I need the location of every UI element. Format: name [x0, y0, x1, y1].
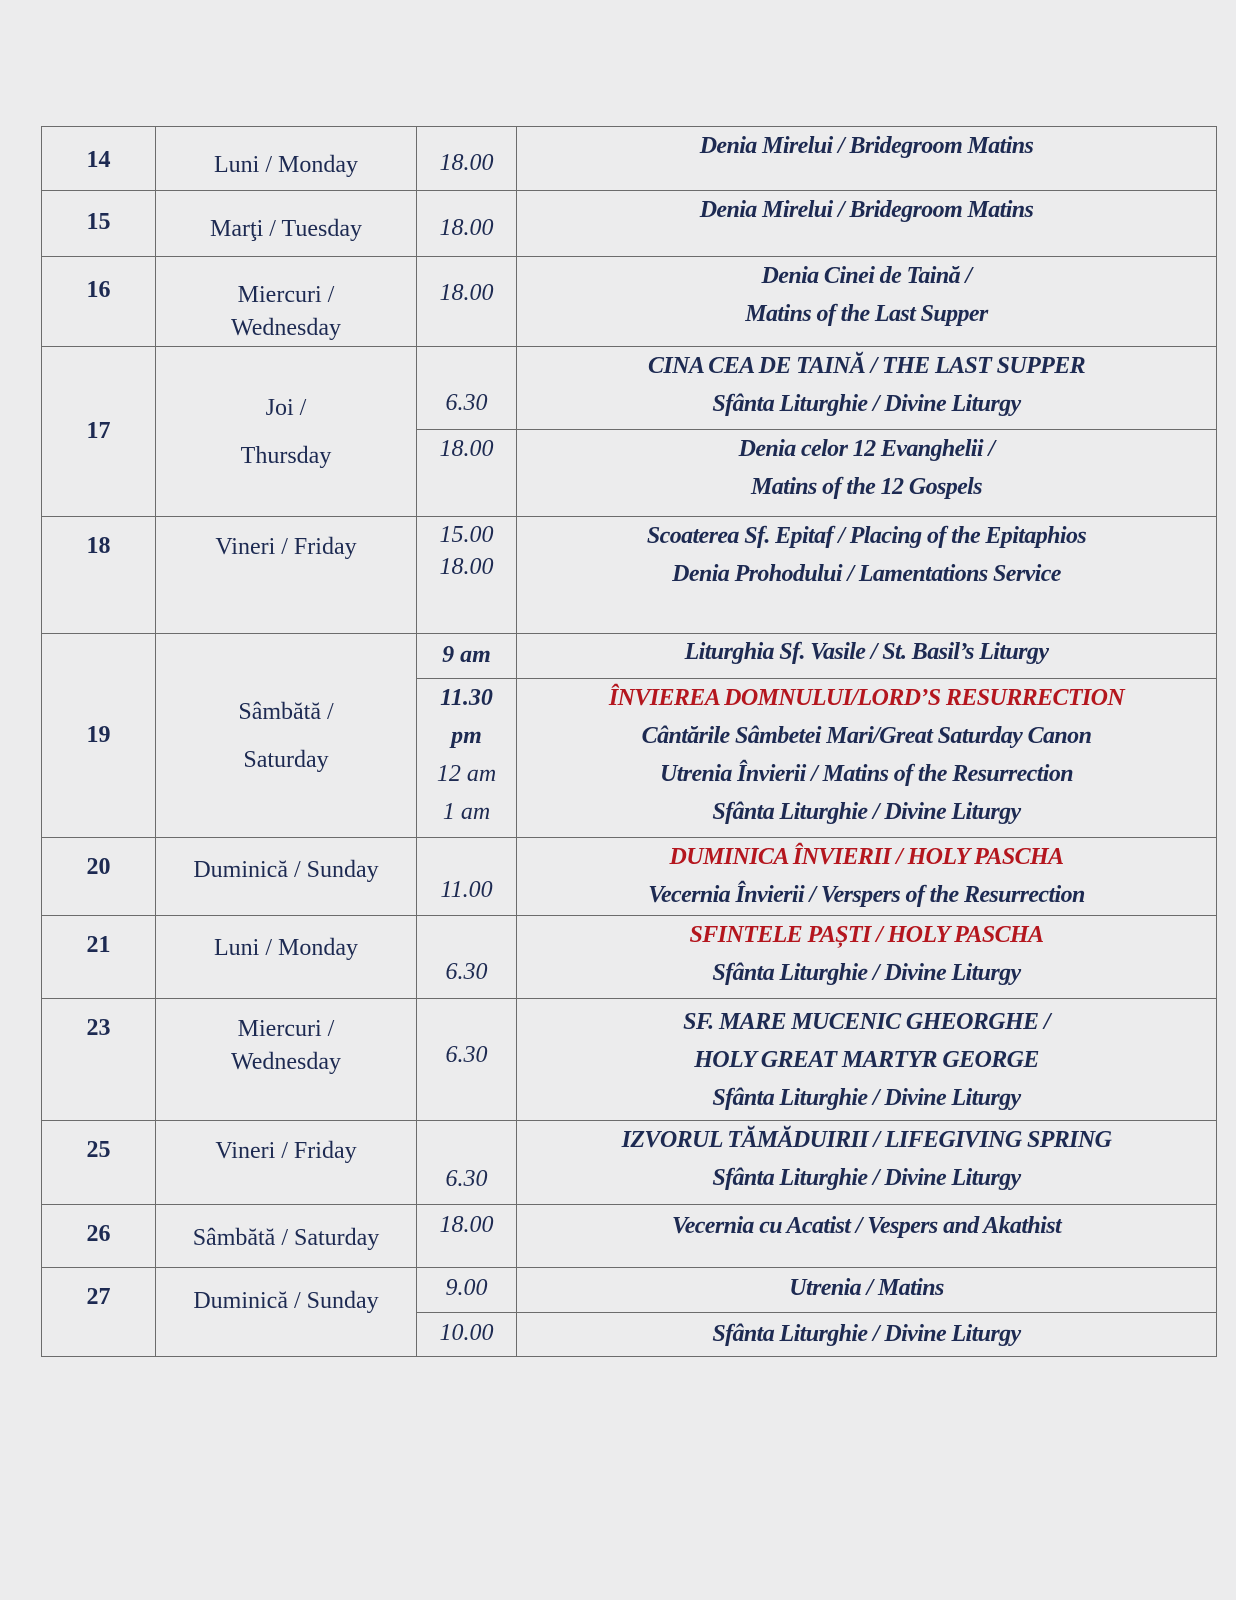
day-number	[42, 916, 156, 999]
service-events	[517, 679, 1217, 838]
weekday-text: Saturday	[243, 746, 329, 773]
service-time	[417, 517, 517, 634]
time-text: 18.00	[439, 436, 494, 462]
day-text: 23	[86, 1015, 111, 1041]
weekday-text: Vineri / Friday	[215, 1138, 357, 1164]
event-line: Sfânta Liturghie / Divine Liturgy	[712, 391, 1021, 417]
time-text: 10.00	[439, 1320, 494, 1346]
event-line: DUMINICA ÎNVIERII / HOLY PASCHA	[669, 844, 1064, 870]
event-line: Sfânta Liturghie / Divine Liturgy	[712, 1321, 1021, 1347]
service-time	[417, 1121, 517, 1205]
weekday	[156, 634, 417, 838]
time-text: pm	[451, 723, 482, 749]
event-line: Utrenia Învierii / Matins of the Resurrection	[659, 761, 1074, 787]
weekday-text: Luni / Monday	[214, 935, 358, 961]
service-time	[417, 1313, 517, 1357]
time-text: 9 am	[442, 642, 491, 668]
time-text: 6.30	[445, 959, 488, 985]
service-events	[517, 257, 1217, 347]
event-line: Vecernia Învierii / Verspers of the Resurrection	[648, 882, 1085, 908]
day-text: 25	[86, 1137, 111, 1163]
service-events	[517, 1313, 1217, 1357]
weekday	[156, 127, 417, 191]
event-line: Cântările Sâmbetei Mari/Great Saturday Canon	[641, 723, 1092, 749]
weekday	[156, 916, 417, 999]
time-text: 6.30	[445, 1166, 488, 1192]
weekday	[156, 1268, 417, 1357]
event-line: Utrenia / Matins	[789, 1275, 944, 1301]
day-text: 27	[86, 1284, 111, 1310]
event-line: Denia Mirelui / Bridegroom Matins	[699, 197, 1034, 223]
table-row	[42, 347, 1217, 430]
service-events	[517, 916, 1217, 999]
event-line: HOLY GREAT MARTYR GEORGE	[694, 1047, 1039, 1073]
table-row	[42, 1205, 1217, 1268]
day-number	[42, 257, 156, 347]
time-text: 9.00	[445, 1275, 488, 1301]
table-row	[42, 517, 1217, 634]
service-events	[517, 347, 1217, 430]
service-time	[417, 838, 517, 916]
time-text: 6.30	[445, 1042, 488, 1068]
service-events	[517, 1268, 1217, 1313]
weekday	[156, 347, 417, 517]
weekday-text: Thursday	[240, 442, 332, 469]
day-number	[42, 127, 156, 191]
event-line: Liturghia Sf. Vasile / St. Basil’s Liturgy	[684, 639, 1049, 665]
time-text: 18.00	[439, 215, 494, 241]
event-line: Sfânta Liturghie / Divine Liturgy	[712, 960, 1021, 986]
event-line: Sfânta Liturghie / Divine Liturgy	[712, 1165, 1021, 1191]
day-text: 16	[86, 277, 111, 303]
weekday-text: Vineri / Friday	[215, 534, 357, 560]
event-line: Sfânta Liturghie / Divine Liturgy	[712, 1085, 1021, 1111]
event-line: Matins of the 12 Gospels	[751, 474, 982, 500]
event-line: SF. MARE MUCENIC GHEORGHE /	[683, 1009, 1050, 1035]
day-number	[42, 191, 156, 257]
table-row	[42, 1268, 1217, 1313]
day-number	[42, 1205, 156, 1268]
day-number	[42, 999, 156, 1121]
time-text: 18.00	[439, 1212, 494, 1238]
table-row	[42, 999, 1217, 1121]
time-text: 11.30	[440, 685, 493, 711]
day-number	[42, 517, 156, 634]
weekday	[156, 191, 417, 257]
service-time	[417, 430, 517, 517]
table-row	[42, 1121, 1217, 1205]
service-events	[517, 999, 1217, 1121]
weekday-text: Wednesday	[230, 315, 342, 341]
service-events	[517, 838, 1217, 916]
time-text: 18.00	[439, 280, 494, 306]
service-time	[417, 347, 517, 430]
day-text: 26	[86, 1221, 111, 1247]
table-row	[42, 838, 1217, 916]
day-text: 21	[86, 932, 111, 958]
time-text: 18.00	[439, 554, 494, 580]
weekday	[156, 1121, 417, 1205]
event-line: ÎNVIEREA DOMNULUI/LORD’S RESURRECTION	[608, 685, 1125, 711]
time-text: 15.00	[439, 522, 494, 548]
event-line: CINA CEA DE TAINĂ / THE LAST SUPPER	[647, 353, 1086, 379]
event-line: Scoaterea Sf. Epitaf / Placing of the Epitaphios	[646, 523, 1087, 549]
weekday-text: Duminică / Sunday	[193, 857, 379, 883]
table-row	[42, 916, 1217, 999]
service-events	[517, 634, 1217, 679]
event-line: Vecernia cu Acatist / Vespers and Akathist	[671, 1213, 1062, 1239]
table-row	[42, 127, 1217, 191]
table-row	[42, 634, 1217, 679]
table-row	[42, 191, 1217, 257]
weekday	[156, 257, 417, 347]
time-text: 11.00	[440, 877, 493, 903]
service-time	[417, 999, 517, 1121]
weekday-text: Duminică / Sunday	[193, 1288, 379, 1314]
day-number	[42, 838, 156, 916]
time-text: 6.30	[445, 390, 488, 416]
day-text: 15	[86, 209, 111, 235]
weekday	[156, 1205, 417, 1268]
event-line: Denia Prohodului / Lamentations Service	[672, 561, 1061, 587]
event-line: SFINTELE PAȘTI / HOLY PASCHA	[689, 922, 1044, 948]
service-events	[517, 1205, 1217, 1268]
service-time	[417, 1205, 517, 1268]
event-line: Denia Cinei de Taină /	[761, 263, 972, 289]
day-number	[42, 347, 156, 517]
service-time	[417, 634, 517, 679]
service-time	[417, 916, 517, 999]
day-text: 19	[86, 722, 111, 748]
service-events	[517, 517, 1217, 634]
day-number	[42, 1268, 156, 1357]
weekday-text: Miercuri /	[237, 1016, 335, 1042]
event-line: IZVORUL TĂMĂDUIRII / LIFEGIVING SPRING	[621, 1127, 1112, 1153]
time-text: 1 am	[442, 799, 491, 825]
event-line: Sfânta Liturghie / Divine Liturgy	[712, 799, 1021, 825]
service-time	[417, 127, 517, 191]
time-text: 12 am	[436, 761, 497, 787]
event-line: Matins of the Last Supper	[745, 301, 988, 327]
weekday-text: Sâmbătă /	[238, 698, 334, 725]
service-time	[417, 679, 517, 838]
day-text: 17	[86, 418, 111, 444]
service-time	[417, 257, 517, 347]
service-events	[517, 191, 1217, 257]
weekday-text: Wednesday	[230, 1049, 342, 1075]
schedule-table	[41, 126, 1217, 1357]
service-time	[417, 191, 517, 257]
weekday	[156, 838, 417, 916]
service-events	[517, 1121, 1217, 1205]
weekday-text: Sâmbătă / Saturday	[192, 1225, 380, 1251]
service-events	[517, 127, 1217, 191]
day-text: 20	[86, 854, 111, 880]
time-text: 18.00	[439, 150, 494, 176]
day-text: 14	[86, 147, 111, 173]
event-line: Denia Mirelui / Bridegroom Matins	[699, 133, 1034, 159]
weekday-text: Joi /	[265, 394, 307, 421]
weekday-text: Luni / Monday	[214, 152, 358, 178]
day-number	[42, 1121, 156, 1205]
service-events	[517, 430, 1217, 517]
weekday-text: Marţi / Tuesday	[209, 216, 362, 242]
weekday	[156, 999, 417, 1121]
event-line: Denia celor 12 Evanghelii /	[738, 436, 995, 462]
table-row	[42, 257, 1217, 347]
day-number	[42, 634, 156, 838]
weekday-text: Miercuri /	[237, 282, 335, 308]
weekday	[156, 517, 417, 634]
service-time	[417, 1268, 517, 1313]
day-text: 18	[86, 533, 111, 559]
